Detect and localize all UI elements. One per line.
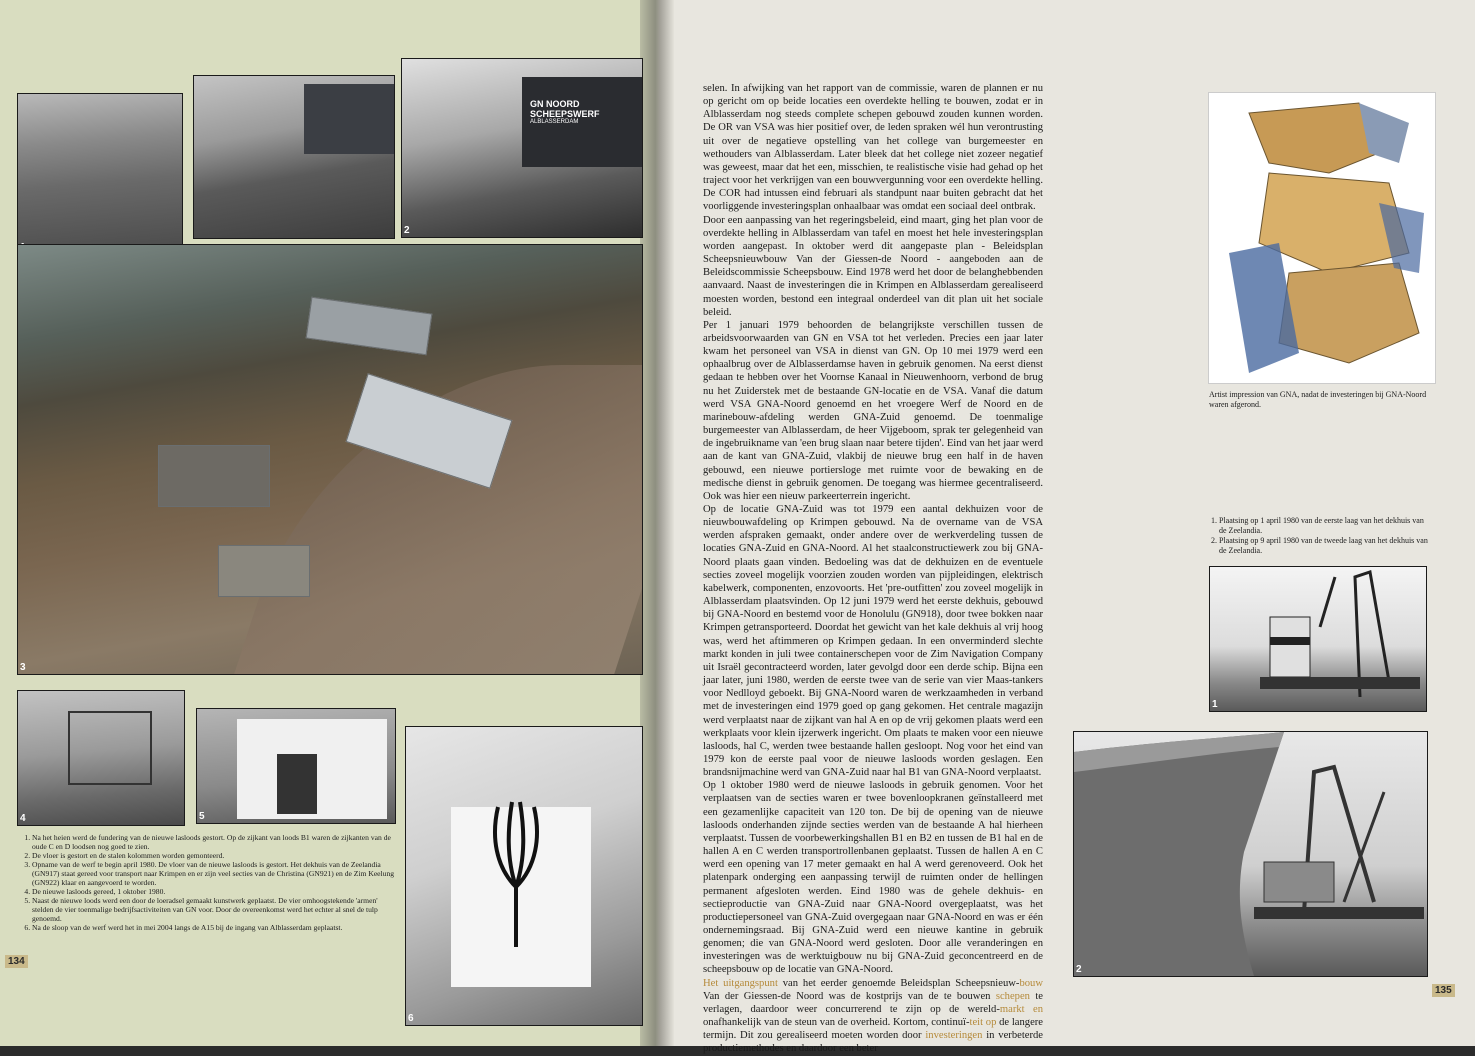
photo-floor-poured (193, 75, 395, 239)
caption-item: 6. Na de sloop van de werf werd het in mei 2004 langs de A15 bij de ingang van Alblasserdam geplaatst. (32, 923, 400, 932)
hall-building (158, 445, 270, 507)
paragraph: Op de locatie GNA-Zuid was tot 1979 een aantal dekhuizen voor de nieuwbouwafdeling op Krimpen gebouwd. Na de overname van de VSA werden afspraken gemaakt, onder andere over de werkverdeling tussen de locaties GNA-Zuid en GNA-Noord. Al het staalconstructiewerk zou bij GNA-Noord plaats gaan vinden. Bedoeling was dat de dekhuizen en de eventuele secties zoveel mogelijk voorzien zouden worden van pijpleidingen, elektrisch kabelwerk, componenten, enzovoorts. Het 'pre-outfitten' zou zoveel mogelijk in Alblasserdam plaatsvinden. Op 12 juni 1979 werd het eerste dekhuis, gebouwd bij GNA-Noord en bestemd voor de Honolulu (GN918), door twee bokken naar Krimpen getransporteerd. Doordat het gewicht van het kale dekhuis al vrij hoog was, werd het aftimmeren op Krimpen gedaan. In een onverminderd slechte markt konden in juli twee containerschepen voor de Zim Navigation Company uit Israël gecontracteerd worden, later gevolgd door een derde schip. Bijna een jaar later, juni 1980, werden de eerste twee van de serie van vier Maas-tankers voor Nedlloyd geboekt. Bij GNA-Noord waren de werkzaamheden in verband met de investeringen eind 1979 goed op gang gekomen. Het centrale magazijn werd verplaatst naar de zijkant van hal A en op de vrij gekomen plaats werd een werkplaats voor klein ijzerwerk ingericht. Om plaats te maken voor een nieuwe lasloods, hal C, werden twee bestaande hallen gesloopt. Nog voor het eind van 1979 kon de eerste paal voor de nieuwe lasloods worden geslagen. Een brandsnijmachine werd van GNA-Zuid naar hal B1 van GNA-Noord verplaatst. (703, 504, 1043, 779)
photo-number: 2 (1076, 964, 1082, 975)
page-number-left: 134 (5, 955, 28, 968)
photo-hall-ready (196, 708, 396, 824)
caption-item: 2. Plaatsing op 9 april 1980 van de tweede laag van het dekhuis van de Zeelandia. (1219, 536, 1433, 556)
paragraph: Door een aanpassing van het regeringsbeleid, eind maart, ging het plan voor de overdekte helling in Alblasserdam van tafel en moest het hele investeringsplan worden aangepast. In oktober werd dit aangepaste plan - Beleidsplan Scheepsnieuwbouw Van der Giessen-de Noord - aangeboden aan de Beleidscommissie Scheepsbouw. Eind 1978 werd het door de belanghebbenden aanvaard. Naast de investeringen die in Krimpen en Alblasserdam gerealiseerd moesten worden, bestond een integraal onderdeel van dit plan uit het sociale beleid. (703, 214, 1043, 318)
caption-item: 2. De vloer is gestort en de stalen kolommen worden gemonteerd. (32, 851, 400, 860)
caption-item: 1. Na het heien werd de fundering van de nieuwe lasloods gestort. Op de zijkant van loods B1 waren de zijkanten van de oude C en D loodsen nog goed te zien. (32, 833, 400, 851)
caption-item: 3. Opname van de werf te begin april 1980. De vloer van de nieuwe lasloods is gestort. Het dekhuis van de Zeelandia (GN917) staat gereed voor transport naar Krimpen en er zijn veel secties van de Christina (GN921) en de Zim Keelung (GN922) klaar en aangevoerd te worden. (32, 860, 400, 887)
ship-bow-icon (1074, 732, 1427, 976)
photo-number: 3 (20, 662, 26, 673)
photo-tulip-artwork (405, 726, 643, 1026)
book-gutter (640, 0, 674, 1046)
right-photo-captions (1209, 516, 1433, 556)
hall-building (306, 297, 433, 356)
hall-building (218, 545, 310, 597)
photo-number: 5 (199, 811, 205, 822)
photo-steel-columns (401, 58, 643, 238)
photo-aerial-shipyard (17, 244, 643, 675)
floating-crane-icon (1260, 567, 1420, 707)
paragraph: Op 1 oktober 1980 werd de nieuwe lasloods in gebruik genomen. Voor het verplaatsen van de secties waren er twee bovenloopkranen geïnstalleerd met een gezamenlijke capaciteit van 120 ton. De bij de opening van de nieuwe lasloods onderhanden zijnde secties werden van de bestaande A hal hierheen verplaatst. Tussen de voorbewerkingshallen B1 en B2 en tussen de B1 hal en de hallen A en C werden transportrollenbanen geplaatst. Tussen de hallen A en C werd een opening van 17 meter gemaakt en hal A werd gerenoveerd. Ook het platenpark onderging een aanpassing terwijl de ruimten onder de hellingen permanent afgesloten werden. Eind 1980 was de gehele dekhuis- en sectieproductie van GNA-Zuid naar GNA-Noord overgeplaatst, was het productiepersoneel van GNA-Zuid overgegaan naar GNA-Noord en was er één ondernemingsraad. Bij GNA-Zuid werd een nieuwe kantine in gebruik genomen; die van GNA-Noord werd gesloten. Door alle veranderingen en investeringen was de werktuigbouw nu bij GNA-Zuid geconcentreerd en de scheepsbouw op de locatie van GNA-Noord. (703, 780, 1043, 976)
shipyard-plan-icon (1209, 93, 1435, 383)
page-number-right: 135 (1432, 984, 1455, 997)
photo-foundation (17, 93, 183, 255)
paragraph-highlighted: Het uitgangspunt van het eerder genoemde Beleidsplan Scheepsnieuw-bouw Van der Giessen-de Noord was de kostprijs van de te bouwen schepen te verlagen, daardoor weer concurrerend te zijn op de wereld-markt en onafhankelijk van de steun van de overheid. Kortom, continuï-teit op de langere termijn. Dit zou gerealiseerd moeten worden door investeringen in verbeterde productiemethodes en daardoor een beter (703, 977, 1044, 1055)
photo-deckhouse-crane-2 (1073, 731, 1428, 977)
photo-number: 1 (1212, 699, 1218, 710)
paragraph: Per 1 januari 1979 behoorden de belangrijkste verschillen tussen de arbeidsvoorwaarden van GN en VSA tot het verleden. Precies een jaar later kwam het personeel van VSA in dienst van GN. Op 10 mei 1979 werd een ophaalbrug over de Alblasserdamse haven in gebruik genomen. Na eerst dienst gedaan te hebben over het Voornse Kanaal in Nieuwenhoorn, verbond de brug nu het Zuiderstek met de bestaande GN-locatie en de VSA. Vanaf die datum werd VSA GNA-Noord genoemd en het vroegere Werf de Noord en de marinebouw-afdeling werden GNA-Zuid genoemd. De toenmalige burgemeester van Alblasserdam, de heer Vijgeboom, sprak ter gelegenheid van de ingebruikname van 'een brug slaan naar betere tijden'. Eind van het jaar werd aan de kant van GNA-Zuid, vlakbij de nieuwe brug een half in de haven gebouwd, een nieuwe portiersloge met ruimte voor de bewaking en de medische dienst in gebruik genomen. De toegang was hiermee gecentraliseerd. Ook was hier een nieuw parkeerterrein ingericht. (703, 319, 1043, 502)
photo-number: 6 (408, 1013, 414, 1024)
photo-new-hall (17, 690, 185, 826)
photo-deckhouse-crane-1 (1209, 566, 1427, 712)
left-captions (22, 833, 400, 932)
caption-item: 4. De nieuwe lasloods gereed, 1 oktober 1980. (32, 887, 400, 896)
diagram-caption: Artist impression van GNA, nadat de investeringen bij GNA-Noord waren afgerond. (1209, 390, 1427, 409)
tulip-sculpture-icon (476, 797, 556, 957)
paragraph: selen. In afwijking van het rapport van de commissie, waren de plannen er nu op gericht om op beide locaties een overdekte helling te bouwen, zodat er in Alblasserdam nog steeds complete schepen gebouwd zouden kunnen worden. De OR van VSA was hier positief over, de leden spraken wél hun verontrusting uit over de negatieve opstelling van het college van burgemeester en wethouders van Alblasserdam. Later bleek dat het college niet zozeer negatief was geweest, maar dat het een, misschien, te realistische visie had gehad op het traject voor het verkrijgen van een bouwvergunning voor een overdekte helling. De COR had intussen eind februari als standpunt naar buiten gebracht dat het voorliggende investeringsplan onhaalbaar was omdat een sociaal deel ontbrak. (703, 83, 1043, 213)
caption-item: 5. Naast de nieuwe loods werd een door de loeradsel gemaakt kunstwerk geplaatst. De vier omhoogstekende 'armen' stelden de vier toenmalige bedrijfsactiviteiten van GN voor. Door de overeenkomst werd het echter al snel de tulp genoemd. (32, 896, 400, 923)
shipyard-sign: GN NOORD SCHEEPSWERF ALBLASSERDAM (530, 99, 600, 125)
body-text (703, 82, 1043, 1056)
caption-item: 1. Plaatsing op 1 april 1980 van de eerste laag van het dekhuis van de Zeelandia. (1219, 516, 1433, 536)
photo-number: 2 (404, 225, 410, 236)
photo-number: 4 (20, 813, 26, 824)
artist-impression-diagram (1208, 92, 1436, 384)
